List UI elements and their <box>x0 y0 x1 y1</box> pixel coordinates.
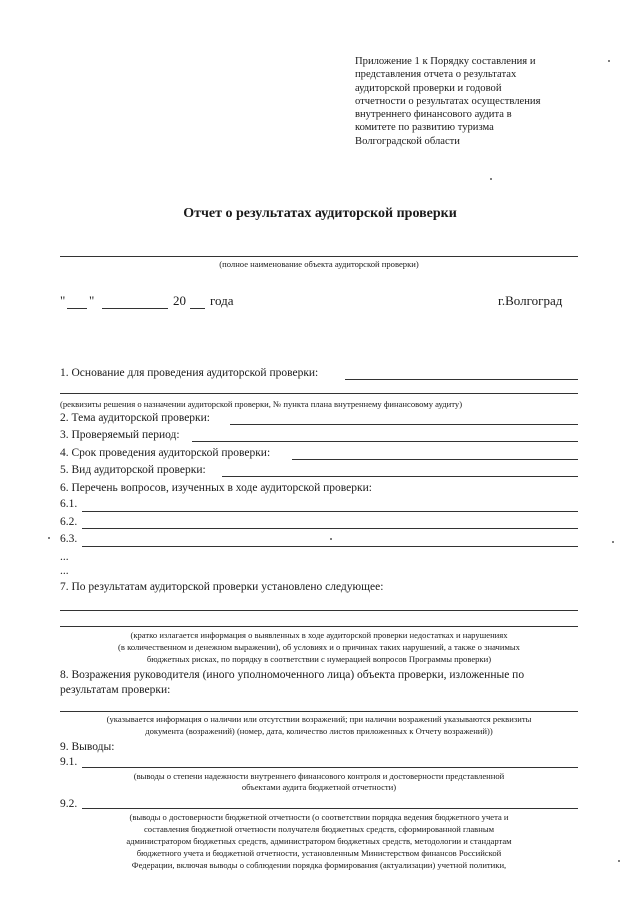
item-9-2-caption: (выводы о достоверности бюджетной отчетности (о соответствии порядка ведения бюджетного учета и <box>129 812 509 822</box>
appendix-line: Приложение 1 к Порядку составления и <box>355 56 536 67</box>
object-name-caption: (полное наименование объекта аудиторской проверки) <box>219 259 419 269</box>
item-6-2-line <box>82 528 578 529</box>
date-close-quote: " <box>89 293 95 308</box>
item-9-1-line <box>82 767 578 768</box>
item-9-1-caption: объектами аудита бюджетной отчетности) <box>241 782 397 792</box>
year-blank <box>190 308 205 309</box>
scan-speck <box>330 538 332 540</box>
item-1-caption: (реквизиты решения о назначении аудиторской проверки, № пункта плана внутреннему финансовому аудиту) <box>60 399 463 409</box>
item-5-line <box>222 476 578 477</box>
item-6-3-label: 6.3. <box>60 533 78 545</box>
item-7-caption: бюджетных рисках, по порядку в соответствии с нумерацией вопросов Программы проверки) <box>146 654 492 664</box>
item-9-2-caption: составления бюджетной отчетности получателя бюджетных средств, сформированной главным <box>143 824 495 834</box>
day-blank <box>67 308 87 309</box>
item-9-label: 9. Выводы: <box>60 741 115 753</box>
item-7-line-1 <box>60 610 578 611</box>
item-3-line <box>192 441 578 442</box>
year-suffix: года <box>210 293 234 308</box>
item-9-2-label: 9.2. <box>60 798 78 810</box>
item-8-label: 8. Возражения руководителя (иного уполномоченного лица) объекта проверки, изложенные по <box>60 669 525 681</box>
item-4-line <box>292 459 578 460</box>
item-6-more: ... <box>60 565 69 577</box>
appendix-line: представления отчета о результатах <box>355 69 517 81</box>
month-blank <box>102 308 168 309</box>
item-7-caption: (кратко излагается информация о выявленных в ходе аудиторской проверки недостатках и нарушениях <box>130 630 508 640</box>
appendix-line: Волгоградской области <box>355 135 460 147</box>
item-1-label: 1. Основание для проведения аудиторской проверки: <box>60 367 319 379</box>
scan-speck <box>612 541 614 543</box>
item-9-1-label: 9.1. <box>60 756 78 768</box>
item-8-label: результатам проверки: <box>60 684 171 696</box>
item-6-1-line <box>82 511 578 512</box>
item-3-label: 3. Проверяемый период: <box>60 429 180 441</box>
item-2-label: 2. Тема аудиторской проверки: <box>60 412 210 424</box>
item-7-label: 7. По результатам аудиторской проверки установлено следующее: <box>60 581 384 593</box>
item-7-line-2 <box>60 626 578 627</box>
item-9-2-caption: Федерации, включая выводы о соблюдении порядка формирования (актуализации) учетной политики, <box>131 860 507 870</box>
appendix-note <box>355 55 595 148</box>
city: г.Волгоград <box>498 293 563 308</box>
item-1-line <box>345 379 578 380</box>
appendix-line: комитете по развитию туризма <box>355 122 494 134</box>
appendix-line: аудиторской проверки и годовой <box>355 82 502 94</box>
item-9-2-caption: бюджетного учета и бюджетной отчетности, установленным Министерством финансов Российской <box>136 848 502 858</box>
item-6-more: ... <box>60 551 69 563</box>
item-5-label: 5. Вид аудиторской проверки: <box>60 464 206 476</box>
year-prefix: 20 <box>173 293 186 308</box>
date-open-quote: " <box>60 293 66 308</box>
item-4-label: 4. Срок проведения аудиторской проверки: <box>60 447 271 459</box>
item-1-line-2 <box>60 393 578 394</box>
scan-speck <box>490 178 492 180</box>
item-9-1-caption: (выводы о степени надежности внутреннего финансового контроля и достоверности представленной <box>133 771 505 781</box>
document-title: Отчет о результатах аудиторской проверки <box>183 206 457 221</box>
item-6-2-label: 6.2. <box>60 516 78 528</box>
item-2-line <box>230 424 578 425</box>
item-6-1-label: 6.1. <box>60 498 78 510</box>
scan-speck <box>608 60 610 62</box>
item-9-2-line <box>82 808 578 809</box>
item-6-3-line <box>82 546 578 547</box>
object-name-line <box>60 256 578 257</box>
appendix-line: отчетности о результатах осуществления <box>355 95 541 107</box>
scan-speck <box>48 537 50 539</box>
item-8-line <box>60 711 578 712</box>
item-6-label: 6. Перечень вопросов, изученных в ходе аудиторской проверки: <box>60 482 372 494</box>
scan-speck <box>618 860 620 862</box>
appendix-line: внутреннего финансового аудита в <box>355 109 512 121</box>
item-8-caption: документа (возражений) (номер, дата, количество листов приложенных к Отчету возражений)) <box>145 726 493 736</box>
item-8-caption: (указывается информация о наличии или отсутствии возражений; при наличии возражений указываются реквизиты <box>106 714 532 724</box>
item-9-2-caption: администратором бюджетных средств, администратором бюджетных средств, методологии и стандартам <box>126 836 512 846</box>
item-7-caption: (в количественном и денежном выражении), об условиях и о причинах таких нарушений, а также о значимых <box>118 642 520 652</box>
